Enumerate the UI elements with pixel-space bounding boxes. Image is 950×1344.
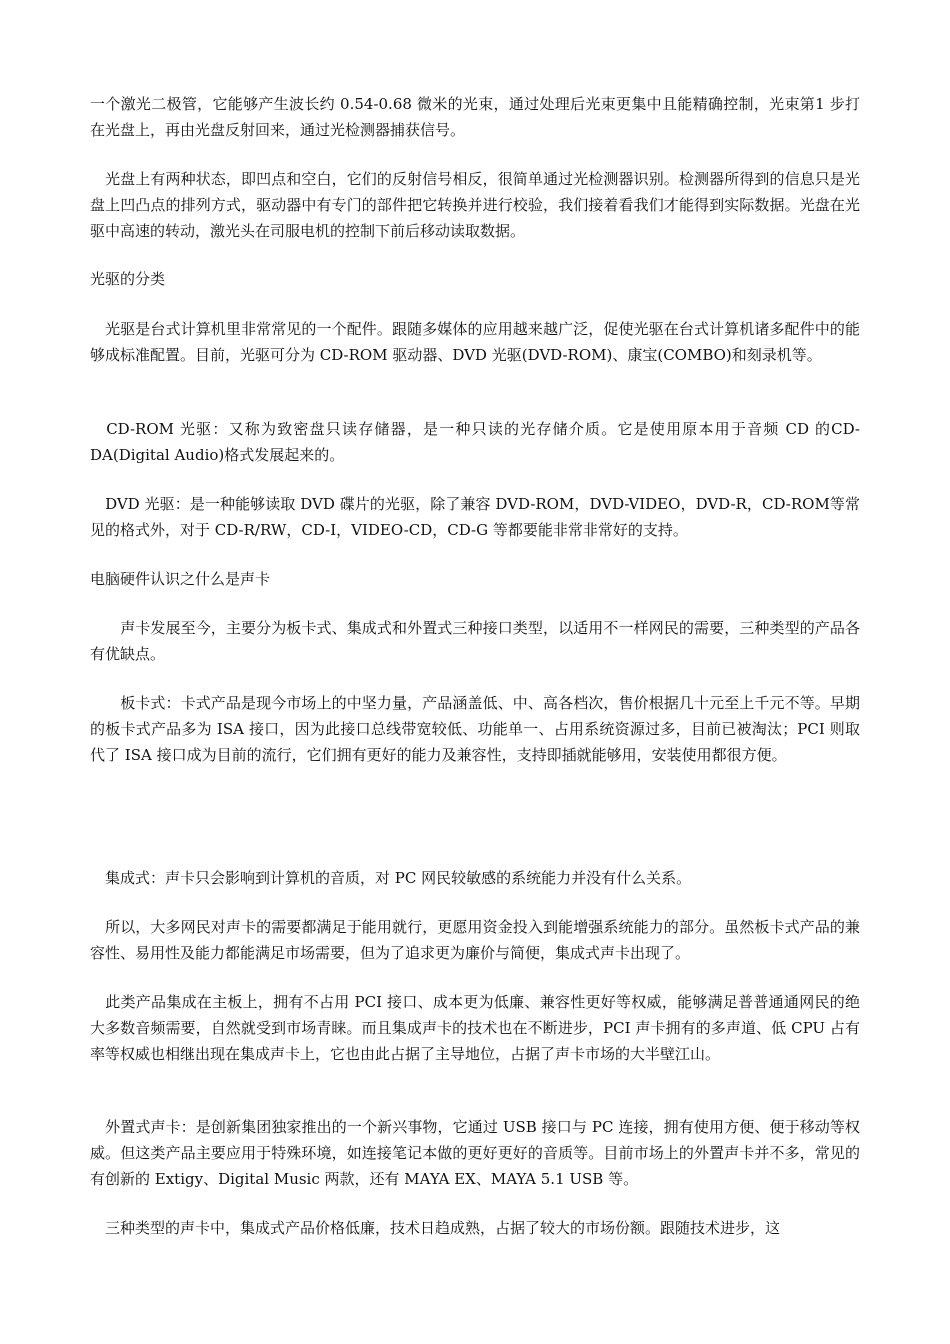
paragraph-integrated-detail: 此类产品集成在主板上，拥有不占用 PCI 接口、成本更为低廉、兼容性更好等权威，能够满足普普通通网民的绝大多数音频需要，自然就受到市场青睐。而且集成声卡的技术也在不断进步，PCI 声卡拥有的多声道、低 CPU 占有率等权威也相继出现在集成声卡上，它也由此占据了主导地位，占据了声卡市场的大半壁江山。	[90, 993, 860, 1063]
paragraph-sound-card-intro: 声卡发展至今，主要分为板卡式、集成式和外置式三种接口类型，以适用不一样网民的需要，三种类型的产品各有优缺点。	[90, 619, 860, 663]
heading-sound-card: 电脑硬件认识之什么是声卡	[90, 570, 271, 588]
paragraph-disc-states: 光盘上有两种状态，即凹点和空白，它们的反射信号相反，很简单通过光检测器识别。检测器所得到的信息只是光盘上凹凸点的排列方式，驱动器中有专门的部件把它转换并进行校验，我们接着看我们才能得到实际数据。光盘在光驱中高速的转动，激光头在司服电机的控制下前后移动读取数据。	[90, 170, 860, 240]
paragraph-laser-diode: 一个激光二极管，它能够产生波长约 0.54-0.68 微米的光束，通过处理后光束更集中且能精确控制，光束第1 步打在光盘上，再由光盘反射回来，通过光检测器捕获信号。	[90, 95, 860, 139]
paragraph-drive-overview: 光驱是台式计算机里非常常见的一个配件。跟随多媒体的应用越来越广泛，促使光驱在台式计算机诸多配件中的能够成标准配置。目前，光驱可分为 CD-ROM 驱动器、DVD 光驱(DVD-ROM)、康宝(COMBO)和刻录机等。	[90, 320, 860, 364]
paragraph-three-types: 三种类型的声卡中，集成式产品价格低廉，技术日趋成熟，占据了较大的市场份额。跟随技术进步，这	[90, 1219, 781, 1237]
paragraph-integrated: 集成式：声卡只会影响到计算机的音质，对 PC 网民较敏感的系统能力并没有什么关系。	[90, 869, 692, 887]
heading-drive-types: 光驱的分类	[90, 270, 166, 288]
paragraph-external: 外置式声卡：是创新集团独家推出的一个新兴事物，它通过 USB 接口与 PC 连接，拥有使用方便、便于移动等权威。但这类产品主要应用于特殊环境，如连接笔记本做的更好更好的音质等。目前市场上的外置声卡并不多，常见的有创新的 Extigy、Digital Music 两款，还有 MAYA EX、MAYA 5.1 USB 等。	[90, 1118, 860, 1188]
paragraph-cdrom: CD-ROM 光驱：又称为致密盘只读存储器，是一种只读的光存储介质。它是使用原本用于音频 CD 的CD-DA(Digital Audio)格式发展起来的。	[90, 420, 860, 464]
paragraph-so-most-users: 所以，大多网民对声卡的需要都满足于能用就行，更愿用资金投入到能增强系统能力的部分。虽然板卡式产品的兼容性、易用性及能力都能满足市场需要，但为了追求更为廉价与简便，集成式声卡出现了。	[90, 918, 860, 962]
paragraph-board-card: 板卡式：卡式产品是现今市场上的中坚力量，产品涵盖低、中、高各档次，售价根据几十元至上千元不等。早期的板卡式产品多为 ISA 接口，因为此接口总线带宽较低、功能单一、占用系统资源过多，目前已被淘汰；PCI 则取代了 ISA 接口成为目前的流行，它们拥有更好的能力及兼容性，支持即插就能够用，安装使用都很方便。	[90, 694, 860, 764]
paragraph-dvd: DVD 光驱：是一种能够读取 DVD 碟片的光驱，除了兼容 DVD-ROM，DVD-VIDEO，DVD-R，CD-ROM等常见的格式外，对于 CD-R/RW，CD-I，VIDEO-CD，CD-G 等都要能非常非常好的支持。	[90, 495, 860, 539]
